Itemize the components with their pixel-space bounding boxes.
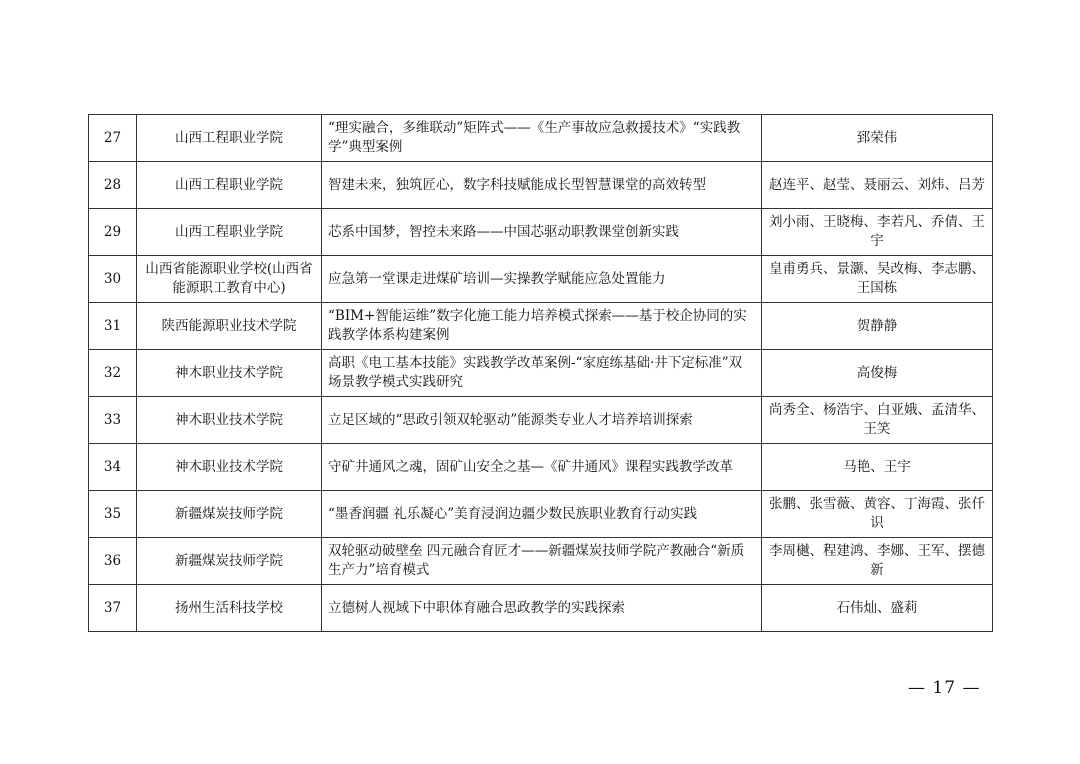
case-title: 应急第一堂课走进煤矿培训—实操教学赋能应急处置能力 <box>322 256 762 303</box>
row-number: 35 <box>89 491 137 538</box>
case-title: 高职《电工基本技能》实践教学改革案例-“家庭练基础·井下定标准”双场景教学模式实践研究 <box>322 350 762 397</box>
row-number: 36 <box>89 538 137 585</box>
author-list: 张鹏、张雪薇、黄容、丁海霞、张仟识 <box>762 491 993 538</box>
school-name: 新疆煤炭技师学院 <box>137 538 322 585</box>
school-name: 神木职业技术学院 <box>137 350 322 397</box>
case-title: 守矿井通风之魂，固矿山安全之基—《矿井通风》课程实践教学改革 <box>322 444 762 491</box>
school-name: 神木职业技术学院 <box>137 444 322 491</box>
author-list: 李周樾、程建鸿、李娜、王军、摆德新 <box>762 538 993 585</box>
table-row <box>89 256 993 303</box>
case-title: 立德树人视域下中职体育融合思政教学的实践探索 <box>322 585 762 632</box>
case-title: “墨香润疆 礼乐凝心”美育浸润边疆少数民族职业教育行动实践 <box>322 491 762 538</box>
table-row <box>89 115 993 162</box>
table-row <box>89 209 993 256</box>
row-number: 27 <box>89 115 137 162</box>
row-number: 30 <box>89 256 137 303</box>
school-name: 神木职业技术学院 <box>137 397 322 444</box>
table-row <box>89 444 993 491</box>
table-row <box>89 491 993 538</box>
case-title: “BIM+智能运维”数字化施工能力培养模式探索——基于校企协同的实践教学体系构建案例 <box>322 303 762 350</box>
row-number: 34 <box>89 444 137 491</box>
case-title: “理实融合，多维联动”矩阵式——《生产事故应急救援技术》“实践教学”典型案例 <box>322 115 762 162</box>
row-number: 33 <box>89 397 137 444</box>
row-number: 37 <box>89 585 137 632</box>
author-list: 尚秀全、杨浩宇、白亚娥、孟清华、王笑 <box>762 397 993 444</box>
school-name: 陕西能源职业技术学院 <box>137 303 322 350</box>
author-list: 贺静静 <box>762 303 993 350</box>
school-name: 新疆煤炭技师学院 <box>137 491 322 538</box>
school-name: 山西工程职业学院 <box>137 162 322 209</box>
case-title: 智建未来，独筑匠心，数字科技赋能成长型智慧课堂的高效转型 <box>322 162 762 209</box>
author-list: 马艳、王宇 <box>762 444 993 491</box>
table-row <box>89 162 993 209</box>
school-name: 山西省能源职业学校(山西省能源职工教育中心) <box>137 256 322 303</box>
table-row <box>89 397 993 444</box>
author-list: 刘小雨、王晓梅、李若凡、乔倩、王宇 <box>762 209 993 256</box>
row-number: 32 <box>89 350 137 397</box>
school-name: 扬州生活科技学校 <box>137 585 322 632</box>
author-list: 高俊梅 <box>762 350 993 397</box>
row-number: 31 <box>89 303 137 350</box>
page-number: — 17 — <box>908 678 981 698</box>
author-list: 石伟灿、盛莉 <box>762 585 993 632</box>
case-title: 芯系中国梦，智控未来路——中国芯驱动职教课堂创新实践 <box>322 209 762 256</box>
table-row <box>89 303 993 350</box>
case-title: 双轮驱动破壁垒 四元融合育匠才——新疆煤炭技师学院产教融合“新质生产力”培育模式 <box>322 538 762 585</box>
school-name: 山西工程职业学院 <box>137 209 322 256</box>
table-row <box>89 538 993 585</box>
table-row <box>89 350 993 397</box>
author-list: 赵连平、赵莹、聂丽云、刘炜、吕芳 <box>762 162 993 209</box>
row-number: 28 <box>89 162 137 209</box>
table-row <box>89 585 993 632</box>
author-list: 皇甫勇兵、景灏、吴改梅、李志鹏、王国栋 <box>762 256 993 303</box>
author-list: 郅荣伟 <box>762 115 993 162</box>
row-number: 29 <box>89 209 137 256</box>
school-name: 山西工程职业学院 <box>137 115 322 162</box>
case-title: 立足区域的“思政引领双轮驱动”能源类专业人才培养培训探索 <box>322 397 762 444</box>
award-list-table <box>88 114 993 632</box>
table-body <box>89 115 993 632</box>
